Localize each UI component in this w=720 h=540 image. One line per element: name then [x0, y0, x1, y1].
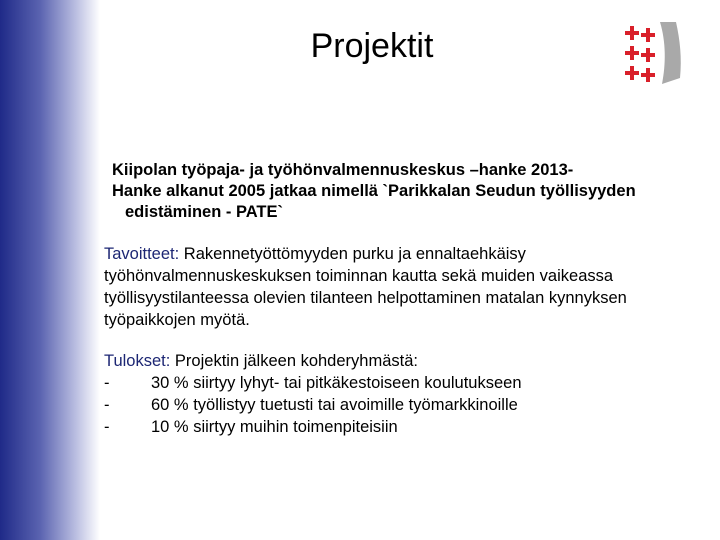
result-text: 10 % siirtyy muihin toimenpiteisiin: [151, 418, 398, 436]
project-subtitle: [112, 160, 712, 223]
result-dash: -: [104, 418, 110, 436]
subtitle-line: Kiipolan työpaja- ja työhönvalmennuskeskus –hanke 2013-: [112, 161, 574, 179]
subtitle-line: edistäminen - PATE`: [125, 203, 283, 221]
result-text: 30 % siirtyy lyhyt- tai pitkäkestoiseen koulutukseen: [151, 374, 522, 392]
result-item: [104, 416, 704, 438]
results-intro: Projektin jälkeen kohderyhmästä:: [170, 352, 418, 370]
result-text: 60 % työllistyy tuetusti tai avoimille työmarkkinoille: [151, 396, 518, 414]
slide-title: Projektit: [310, 27, 434, 65]
results-first-line: [104, 350, 704, 372]
results-label: Tulokset:: [104, 352, 171, 370]
goals-section: [104, 243, 704, 331]
result-dash: -: [104, 374, 110, 392]
goals-first-line: [104, 243, 704, 265]
results-section: [104, 350, 704, 438]
goals-text: työllisyystilanteessa olevien tilanteen helpottaminen matalan kynnyksen: [104, 289, 627, 307]
result-item: [104, 394, 704, 416]
goals-text: työpaikkojen myötä.: [104, 311, 250, 329]
coat-of-arms-icon: [616, 18, 686, 88]
result-item: [104, 372, 704, 394]
goals-text: työhönvalmennuskeskuksen toiminnan kautta sekä muiden vaikeassa: [104, 267, 614, 285]
side-gradient-bar: [0, 0, 100, 540]
subtitle-line: Hanke alkanut 2005 jatkaa nimellä `Parikkalan Seudun työllisyyden: [112, 182, 636, 200]
goals-label: Tavoitteet:: [104, 245, 180, 263]
result-dash: -: [104, 396, 110, 414]
goals-text: Rakennetyöttömyyden purku ja ennaltaehkäisy: [179, 245, 526, 263]
